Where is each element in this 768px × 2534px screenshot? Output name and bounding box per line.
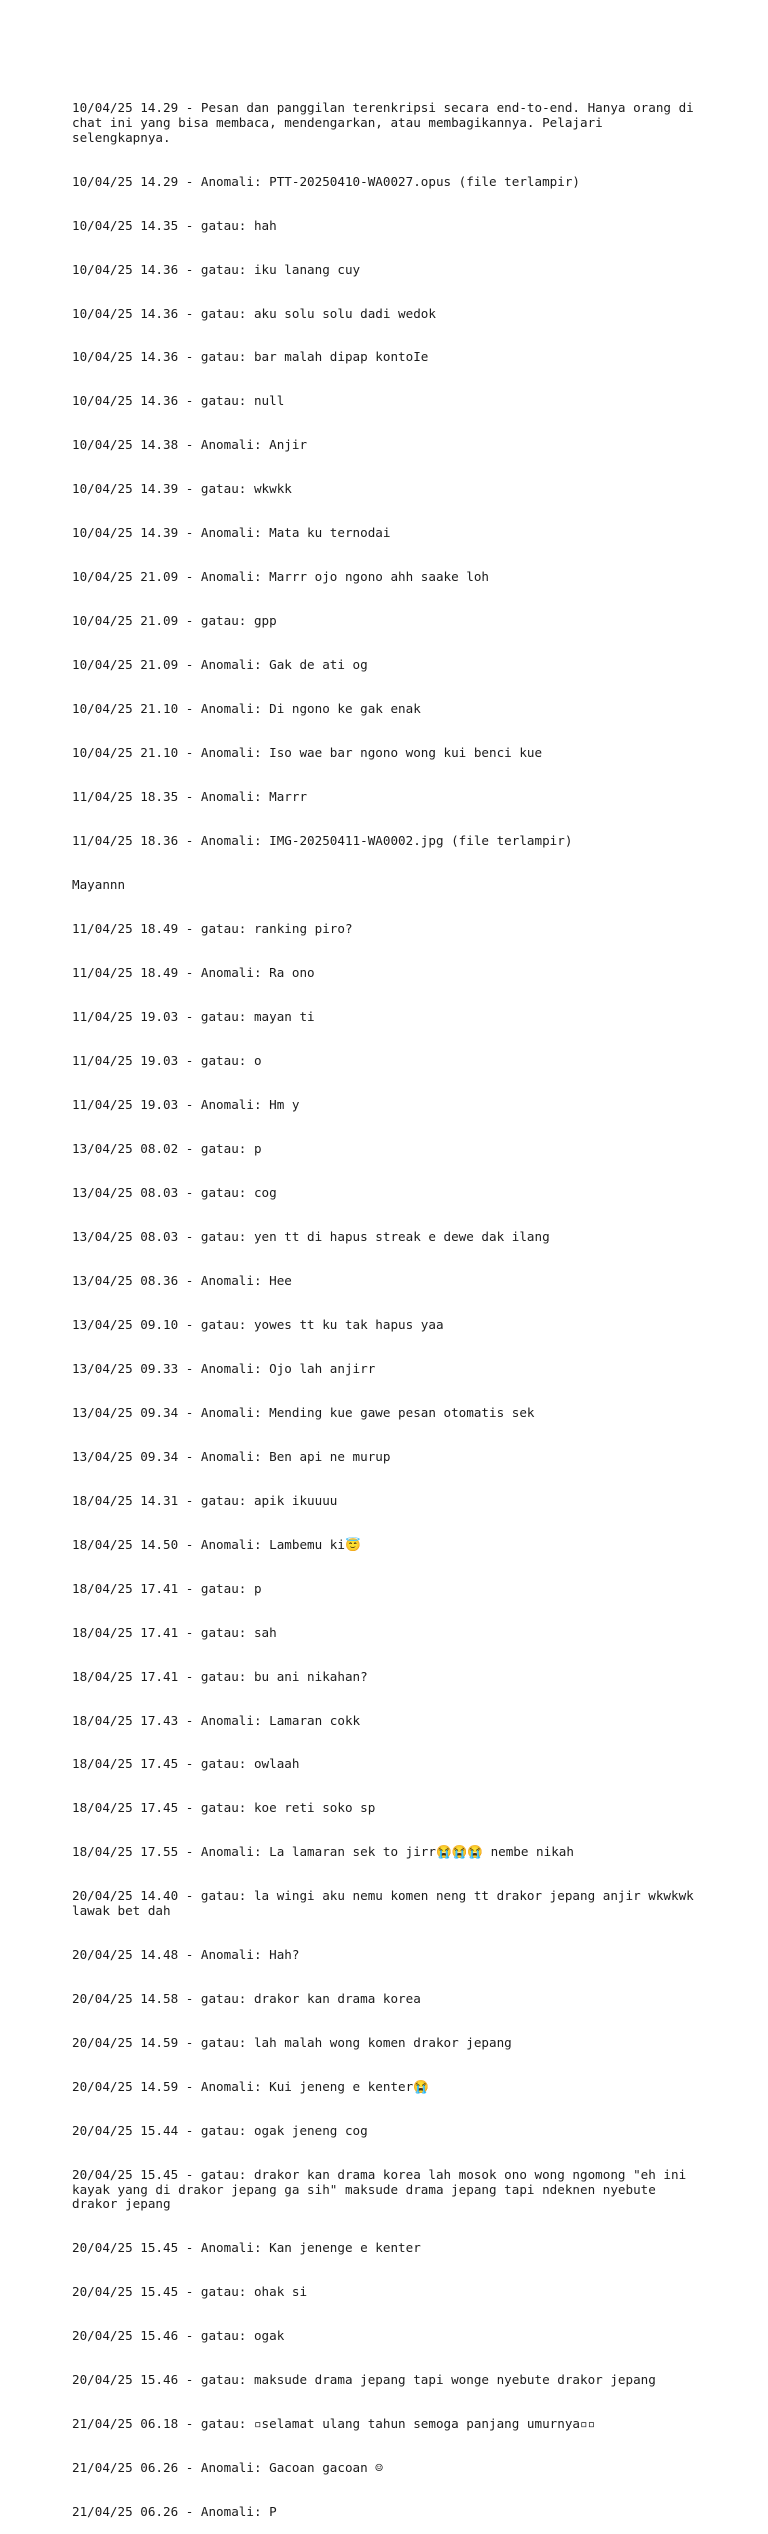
chat-line: 18/04/25 17.41 - gatau: sah — [72, 1624, 277, 1640]
chat-line: 13/04/25 09.10 - gatau: yowes tt ku tak hapus yaa — [72, 1316, 444, 1332]
chat-line: 21/04/25 06.26 - Anomali: P — [72, 2503, 277, 2519]
chat-line: 10/04/25 14.36 - gatau: bar malah dipap kontoIe — [72, 349, 429, 365]
chat-line: 10/04/25 14.39 - Anomali: Mata ku ternodai — [72, 525, 391, 541]
chat-line: 10/04/25 14.36 - gatau: null — [72, 393, 285, 409]
chat-line: 20/04/25 15.45 - gatau: ohak si — [72, 2284, 308, 2300]
chat-line: 18/04/25 17.41 - gatau: bu ani nikahan? — [72, 1668, 368, 1684]
chat-line: 21/04/25 06.26 - Anomali: Gacoan gacoan ☺ — [72, 2459, 383, 2475]
chat-line: 20/04/25 14.59 - Anomali: Kui jeneng e kenter😭 — [72, 2078, 429, 2094]
chat-line: 11/04/25 18.35 - Anomali: Marrr — [72, 789, 308, 805]
chat-line: 10/04/25 14.36 - gatau: aku solu solu dadi wedok — [72, 305, 436, 321]
chat-line: 18/04/25 17.45 - gatau: koe reti soko sp — [72, 1800, 376, 1816]
chat-line: Mayannn — [72, 877, 126, 893]
chat-line: 20/04/25 15.45 - Anomali: Kan jenenge e kenter — [72, 2240, 421, 2256]
chat-line: 13/04/25 09.34 - Anomali: Ben api ne murup — [72, 1448, 391, 1464]
chat-line: 11/04/25 18.36 - Anomali: IMG-20250411-WA0002.jpg (file terlampir) — [72, 833, 573, 849]
chat-line: 20/04/25 14.59 - gatau: lah malah wong komen drakor jepang — [72, 2034, 512, 2050]
chat-line: 10/04/25 14.39 - gatau: wkwkk — [72, 481, 292, 497]
chat-line: 10/04/25 21.09 - Anomali: Marrr ojo ngono ahh saake loh — [72, 569, 490, 585]
chat-line: 11/04/25 19.03 - gatau: o — [72, 1052, 262, 1068]
chat-line: 20/04/25 15.46 - gatau: maksude drama jepang tapi wonge nyebute drakor jepang — [72, 2372, 656, 2388]
chat-line: 18/04/25 17.55 - Anomali: La lamaran sek to jirr😭😭😭 nembe nikah — [72, 1844, 574, 1860]
chat-line: 20/04/25 14.58 - gatau: drakor kan drama korea — [72, 1990, 421, 2006]
chat-line: 10/04/25 14.29 - Anomali: PTT-20250410-WA0027.opus (file terlampir) — [72, 173, 580, 189]
chat-line: 11/04/25 19.03 - gatau: mayan ti — [72, 1009, 315, 1024]
chat-line: 10/04/25 21.09 - Anomali: Gak de ati og — [72, 657, 368, 673]
chat-line: 18/04/25 17.41 - gatau: p — [72, 1580, 262, 1596]
chat-line: 18/04/25 17.45 - gatau: owlaah — [72, 1756, 300, 1772]
chat-line: 20/04/25 15.44 - gatau: ogak jeneng cog — [72, 2122, 368, 2138]
chat-line: 18/04/25 14.31 - gatau: apik ikuuuu — [72, 1492, 338, 1508]
chat-line: 13/04/25 08.03 - gatau: cog — [72, 1184, 277, 1200]
chat-line: 10/04/25 14.35 - gatau: hah — [72, 217, 277, 233]
chat-line: 10/04/25 14.36 - gatau: iku lanang cuy — [72, 261, 361, 277]
chat-line: 10/04/25 21.09 - gatau: gpp — [72, 613, 277, 629]
chat-line: 10/04/25 14.29 - Pesan dan panggilan terenkripsi secara end-to-end. Hanya orang di chat ini yang bisa membaca, mendengarkan, atau membagikannya. Pelajari selengkapnya. — [72, 100, 702, 145]
chat-line: 13/04/25 08.03 - gatau: yen tt di hapus streak e dewe dak ilang — [72, 1228, 550, 1244]
chat-line: 18/04/25 17.43 - Anomali: Lamaran cokk — [72, 1712, 361, 1728]
chat-line: 20/04/25 15.46 - gatau: ogak — [72, 2328, 285, 2344]
chat-line: 13/04/25 09.33 - Anomali: Ojo lah anjirr — [72, 1360, 376, 1376]
chat-line: 11/04/25 18.49 - Anomali: Ra ono — [72, 965, 315, 981]
chat-line: 21/04/25 06.18 - gatau: ▫selamat ulang tahun semoga panjang umurnya▫▫ — [72, 2416, 596, 2431]
chat-line: 13/04/25 08.36 - Anomali: Hee — [72, 1272, 292, 1288]
chat-line: 10/04/25 14.38 - Anomali: Anjir — [72, 437, 308, 453]
chat-line: 20/04/25 14.40 - gatau: la wingi aku nemu komen neng tt drakor jepang anjir wkwkwk lawak bet dah — [72, 1888, 702, 1919]
chat-line: 11/04/25 19.03 - Anomali: Hm y — [72, 1096, 300, 1112]
chat-line: 10/04/25 21.10 - Anomali: Iso wae bar ngono wong kui benci kue — [72, 745, 543, 761]
chat-line: 20/04/25 14.48 - Anomali: Hah? — [72, 1947, 300, 1962]
chat-line: 20/04/25 15.45 - gatau: drakor kan drama korea lah mosok ono wong ngomong "eh ini kayak yang di drakor jepang ga sih" maksude drama jepang tapi ndeknen nyebute drakor jepang — [72, 2166, 694, 2212]
chat-line: 18/04/25 14.50 - Anomali: Lambemu ki😇 — [72, 1536, 361, 1552]
chat-line: 13/04/25 08.02 - gatau: p — [72, 1140, 262, 1156]
chat-line: 13/04/25 09.34 - Anomali: Mending kue gawe pesan otomatis sek — [72, 1404, 535, 1420]
chat-export-document — [72, 72, 702, 2534]
chat-line: 11/04/25 18.49 - gatau: ranking piro? — [72, 921, 353, 937]
chat-line: 10/04/25 21.10 - Anomali: Di ngono ke gak enak — [72, 701, 421, 717]
